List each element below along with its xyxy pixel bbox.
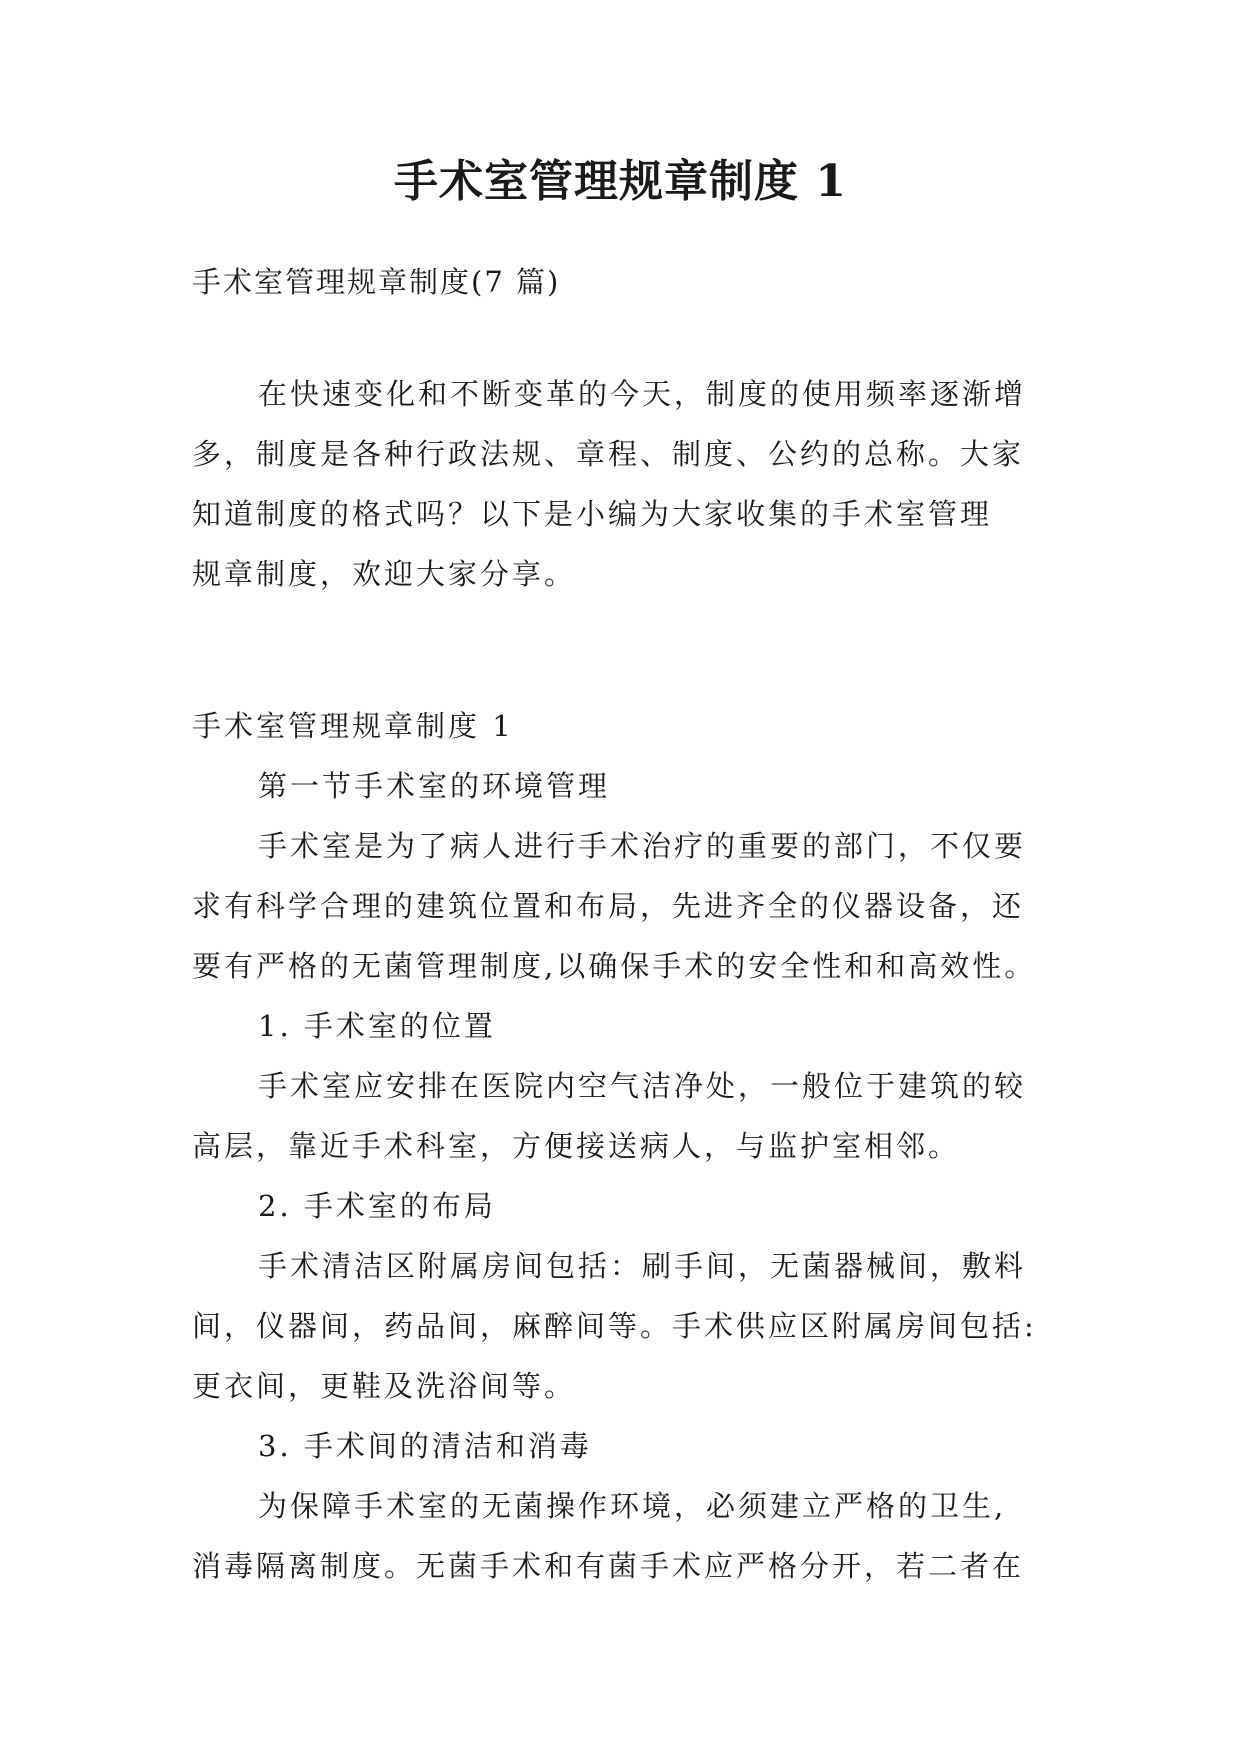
section-body (192, 696, 1052, 1596)
item-1-paragraph (192, 1056, 1052, 1176)
paragraph-line: 为保障手术室的无菌操作环境，必须建立严格的卫生, (258, 1489, 1007, 1523)
paragraph-1 (192, 816, 1052, 996)
intro-line: 多，制度是各种行政法规、章程、制度、公约的总称。大家 (192, 437, 1025, 471)
paragraph-line: 求有科学合理的建筑位置和布局，先进齐全的仪器设备，还 (192, 889, 1025, 923)
item-3-heading: 3. 手术间的清洁和消毒 (258, 1429, 592, 1463)
intro-line: 规章制度，欢迎大家分享。 (192, 557, 577, 591)
item-3-paragraph (192, 1476, 1052, 1596)
paragraph-line: 消毒隔离制度。无菌手术和有菌手术应严格分开，若二者在 (192, 1549, 1025, 1583)
chapter-heading: 第一节手术室的环境管理 (258, 769, 611, 803)
paragraph-line: 手术室应安排在医院内空气洁净处，一般位于建筑的较 (258, 1069, 1027, 1103)
paragraph-line: 高层，靠近手术科室，方便接送病人，与监护室相邻。 (192, 1129, 961, 1163)
document-title: 手术室管理规章制度 1 (394, 156, 847, 207)
intro-line: 知道制度的格式吗？以下是小编为大家收集的手术室管理 (192, 497, 993, 531)
intro-line: 在快速变化和不断变革的今天，制度的使用频率逐渐增 (258, 377, 1027, 411)
paragraph-line: 手术室是为了病人进行手术治疗的重要的部门，不仅要 (258, 829, 1027, 863)
document-subtitle: 手术室管理规章制度(7 篇) (192, 265, 561, 299)
intro-paragraph (192, 364, 1052, 604)
item-2-paragraph (192, 1236, 1052, 1416)
section-title: 手术室管理规章制度 1 (192, 709, 514, 743)
paragraph-line: 要有严格的无菌管理制度,以确保手术的安全性和和高效性。 (192, 949, 1037, 983)
paragraph-line: 间，仪器间，药品间，麻醉间等。手术供应区附属房间包括: (192, 1309, 1037, 1343)
item-1-heading: 1. 手术室的位置 (258, 1009, 496, 1043)
paragraph-line: 手术清洁区附属房间包括：刷手间，无菌器械间，敷料 (258, 1249, 1027, 1283)
paragraph-line: 更衣间，更鞋及洗浴间等。 (192, 1369, 577, 1403)
item-2-heading: 2. 手术室的布局 (258, 1189, 496, 1223)
